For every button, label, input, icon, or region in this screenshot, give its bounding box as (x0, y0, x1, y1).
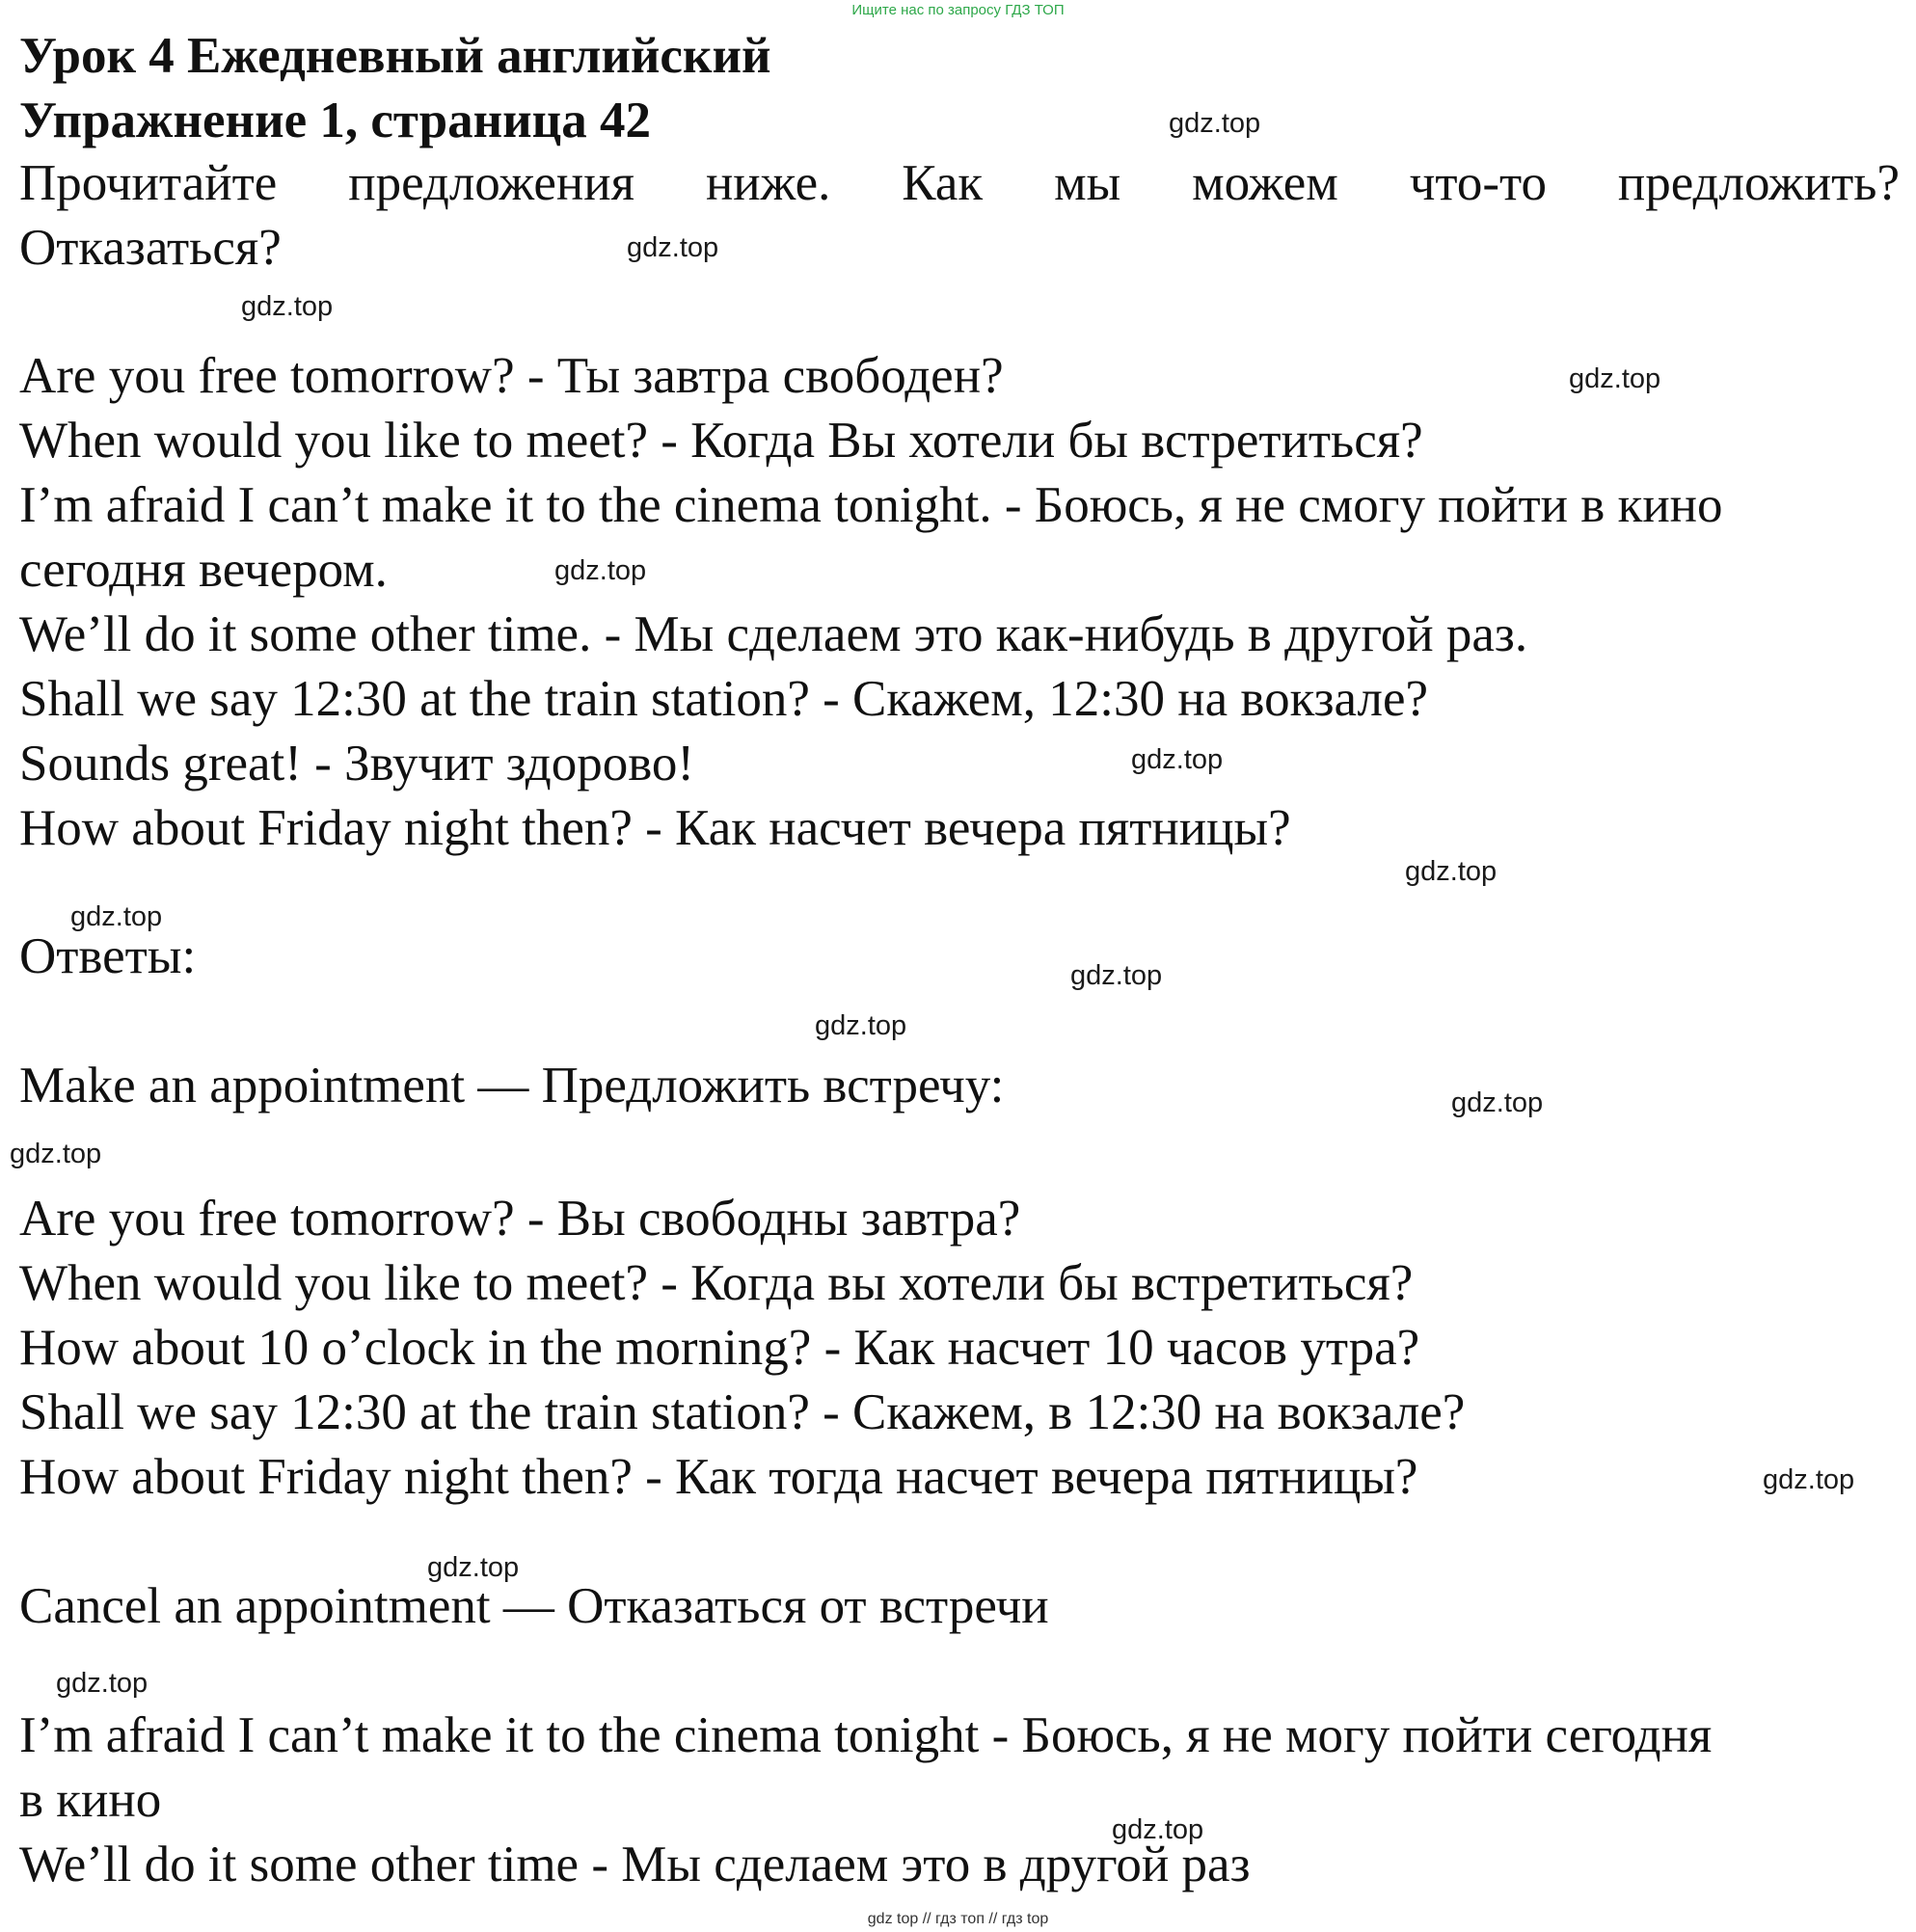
answers-label: Ответы: (19, 928, 197, 984)
watermark: gdz.top (1405, 856, 1498, 887)
watermark: gdz.top (1070, 960, 1163, 991)
sentence-line: I’m afraid I can’t make it to the cinema tonight. - Боюсь, я не смогу пойти в кино (19, 477, 1723, 533)
watermark: gdz.top (815, 1010, 907, 1041)
watermark: gdz.top (1169, 108, 1261, 139)
make-appointment-line: Shall we say 12:30 at the train station? - Скажем, в 12:30 на вокзале? (19, 1384, 1466, 1440)
make-appointment-line: How about 10 o’clock in the morning? - Как насчет 10 часов утра? (19, 1320, 1420, 1376)
watermark: gdz.top (1112, 1814, 1204, 1845)
task-instruction-line-2: Отказаться? (19, 220, 282, 276)
sentence-line: How about Friday night then? - Как насчет вечера пятницы? (19, 800, 1291, 856)
top-banner: Ищите нас по запросу ГДЗ ТОП (851, 2, 1065, 18)
make-appointment-line: How about Friday night then? - Как тогда насчет вечера пятницы? (19, 1449, 1418, 1505)
watermark: gdz.top (56, 1668, 148, 1699)
watermark: gdz.top (70, 901, 163, 932)
cancel-appointment-heading: Cancel an appointment — Отказаться от встречи (19, 1578, 1049, 1634)
watermark: gdz.top (554, 555, 647, 586)
sentence-line: Sounds great! - Звучит здорово! (19, 736, 695, 792)
make-appointment-line: Are you free tomorrow? - Вы свободны завтра? (19, 1191, 1021, 1247)
watermark: gdz.top (1763, 1464, 1855, 1495)
sentence-line: When would you like to meet? - Когда Вы хотели бы встретиться? (19, 413, 1423, 469)
make-appointment-line: When would you like to meet? - Когда вы хотели бы встретиться? (19, 1255, 1414, 1311)
task-instruction-line-1: Прочитайте предложения ниже. Как мы можем что-то предложить? (19, 155, 1900, 211)
watermark: gdz.top (627, 232, 719, 263)
cancel-appointment-line: We’ll do it some other time - Мы сделаем это в другой раз (19, 1837, 1251, 1892)
cancel-appointment-line: в кино (19, 1772, 162, 1828)
watermark: gdz.top (241, 291, 334, 322)
watermark: gdz.top (1131, 744, 1224, 775)
watermark: gdz.top (1451, 1087, 1544, 1118)
watermark: gdz.top (10, 1139, 102, 1169)
watermark: gdz.top (427, 1552, 520, 1583)
sentence-line: We’ll do it some other time. - Мы сделаем это как-нибудь в другой раз. (19, 606, 1528, 662)
sentence-line: Are you free tomorrow? - Ты завтра свободен? (19, 348, 1004, 404)
lesson-title: Урок 4 Ежедневный английский (19, 28, 771, 84)
sentence-line: Shall we say 12:30 at the train station? - Скажем, 12:30 на вокзале? (19, 671, 1429, 727)
sentence-line: сегодня вечером. (19, 542, 388, 598)
watermark: gdz.top (1569, 363, 1661, 394)
footer-watermark: gdz top // гдз топ // гдз top (867, 1911, 1049, 1927)
cancel-appointment-line: I’m afraid I can’t make it to the cinema tonight - Боюсь, я не могу пойти сегодня (19, 1707, 1713, 1763)
exercise-title: Упражнение 1, страница 42 (19, 93, 651, 148)
make-appointment-heading: Make an appointment — Предложить встречу: (19, 1058, 1005, 1114)
